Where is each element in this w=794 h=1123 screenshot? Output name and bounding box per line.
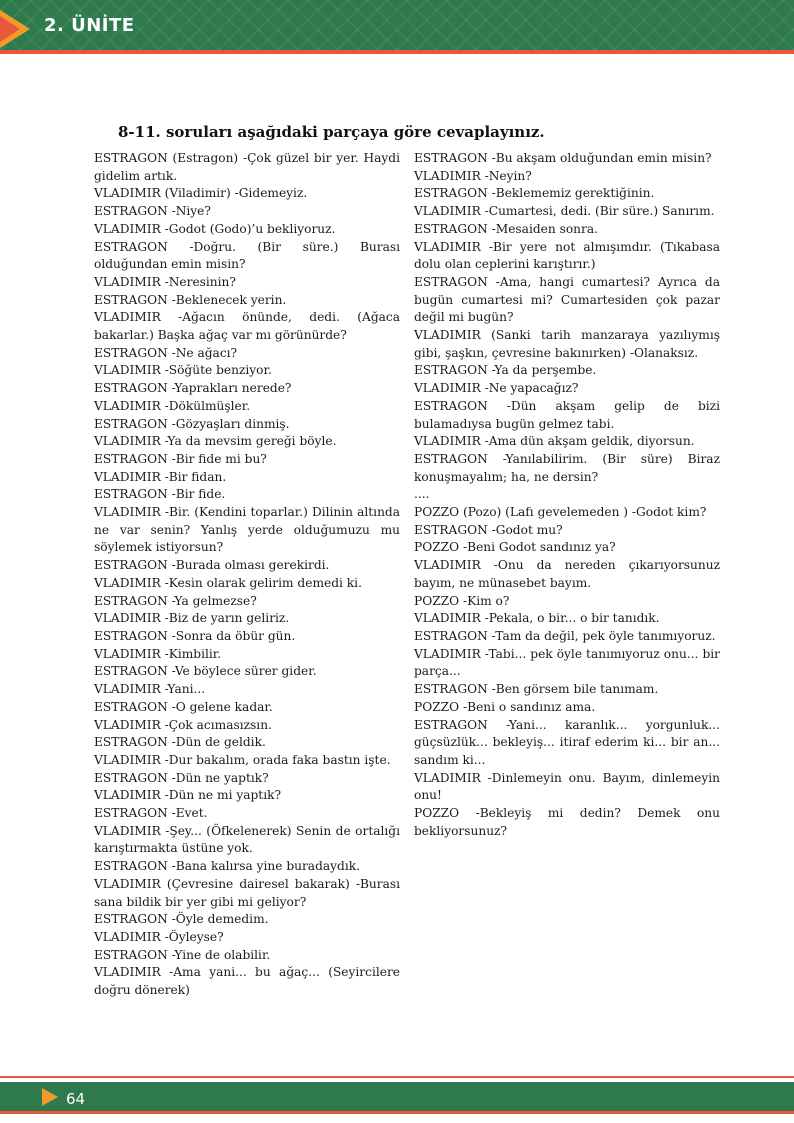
dialogue-line: VLADIMIR -Öyleyse? xyxy=(94,929,224,944)
dialogue-line: ESTRAGON -Doğru. (Bir süre.) Burası olduğundan emin misin? xyxy=(94,239,400,272)
dialogue-line: VLADIMIR -Ama dün akşam geldik, diyorsun. xyxy=(414,434,695,449)
dialogue-line: ESTRAGON -Yaprakları nerede? xyxy=(94,381,292,396)
dialogue-line: ESTRAGON -Dün ne yaptık? xyxy=(94,770,269,785)
dialogue-line: .... xyxy=(414,487,430,502)
dialogue-line: VLADIMIR -Pekala, o bir... o bir tanıdık. xyxy=(414,611,660,626)
dialogue-line: VLADIMIR -Ya da mevsim gereği böyle. xyxy=(94,434,337,449)
dialogue-line: ESTRAGON -Ya gelmezse? xyxy=(94,593,257,608)
dialogue-line: VLADIMIR -Çok acımasızsın. xyxy=(94,717,272,732)
dialogue-line: POZZO (Pozo) (Lafı gevelemeden ) -Godot kim? xyxy=(414,505,707,520)
dialogue-line: ESTRAGON -Bu akşam olduğundan emin misin? xyxy=(414,151,712,165)
dialogue-line: ESTRAGON -Godot mu? xyxy=(414,522,563,537)
dialogue-line: ESTRAGON -Bir fide. xyxy=(94,487,226,502)
dialogue-line: VLADIMIR -Bir. (Kendini toparlar.) Dilinin altında ne var senin? Yanlış yerde olduğumuzu mu söylemek istiyorsun? xyxy=(94,505,400,555)
dialogue-line: VLADIMIR -Şey... (Öfkelenerek) Senin de ortalığı karıştırmakta üstüne yok. xyxy=(94,823,400,856)
dialogue-line: VLADIMIR -Ağacın önünde, dedi. (Ağaca bakarlar.) Başka ağaç var mı görünürde? xyxy=(94,310,400,343)
footer-bar xyxy=(0,1082,794,1111)
footer-arrow-icon xyxy=(42,1088,58,1106)
dialogue-line: VLADIMIR -Kesin olarak gelirim demedi ki. xyxy=(94,575,362,590)
dialogue-line: ESTRAGON (Estragon) -Çok güzel bir yer. Haydi gidelim artık. xyxy=(94,151,400,183)
dialogue-line: VLADIMIR -Söğüte benziyor. xyxy=(94,363,272,378)
dialogue-line: VLADIMIR -Bir fidan. xyxy=(94,469,227,484)
dialogue-line: VLADIMIR -Ne yapacağız? xyxy=(414,381,579,396)
dialogue-line: ESTRAGON -Ne ağacı? xyxy=(94,345,238,360)
dialogue-line: VLADIMIR -Biz de yarın geliriz. xyxy=(94,611,290,626)
dialogue-line: ESTRAGON -Sonra da öbür gün. xyxy=(94,628,296,643)
dialogue-line: POZZO -Beni o sandınız ama. xyxy=(414,699,596,714)
dialogue-line: ESTRAGON -Yine de olabilir. xyxy=(94,947,271,962)
dialogue-line: ESTRAGON -Mesaiden sonra. xyxy=(414,221,598,236)
dialogue-line: ESTRAGON -Yanılabilirim. (Bir süre) Biraz konuşmayalım; ha, ne dersin? xyxy=(414,451,720,484)
dialogue-line: VLADIMIR -Godot (Godo)’u bekliyoruz. xyxy=(94,221,336,236)
dialogue-line: VLADIMIR (Çevresine dairesel bakarak) -Burası sana bildik bir yer gibi mi geliyor? xyxy=(94,876,400,909)
dialogue-line: ESTRAGON -O gelene kadar. xyxy=(94,699,273,714)
dialogue-line: VLADIMIR -Neresinin? xyxy=(94,274,236,289)
page-number: 64 xyxy=(66,1090,86,1108)
dialogue-line: VLADIMIR (Sanki tarih manzaraya yazılıymış gibi, şaşkın, çevresine bakınırken) -Olanaksız. xyxy=(414,328,720,360)
dialogue-line: ESTRAGON -Öyle demedim. xyxy=(94,912,269,927)
dialogue-line: ESTRAGON -Burada olması gerekirdi. xyxy=(94,558,330,573)
dialogue-left-column xyxy=(94,150,400,1000)
dialogue-line: VLADIMIR -Yani... xyxy=(94,682,206,697)
unit-title: 2. ÜNİTE xyxy=(44,15,135,36)
dialogue-line: ESTRAGON -Evet. xyxy=(94,806,208,821)
dialogue-line: VLADIMIR -Neyin? xyxy=(414,168,532,183)
dialogue-line: ESTRAGON -Ben görsem bile tanımam. xyxy=(414,682,659,697)
dialogue-line: POZZO -Bekleyiş mi dedin? Demek onu bekliyorsunuz? xyxy=(414,806,720,838)
dialogue-line: VLADIMIR -Tabi... pek öyle tanımıyoruz onu... bir parça... xyxy=(414,646,720,679)
dialogue-line: ESTRAGON -Beklenecek yerin. xyxy=(94,292,287,307)
dialogue-line: ESTRAGON -Ya da perşembe. xyxy=(414,363,597,378)
dialogue-line: VLADIMIR -Onu da nereden çıkarıyorsunuz bayım, ne münasebet bayım. xyxy=(414,558,720,590)
dialogue-line: ESTRAGON -Tam da değil, pek öyle tanımıyoruz. xyxy=(414,628,716,643)
dialogue-line: ESTRAGON -Niye? xyxy=(94,204,211,219)
dialogue-line: VLADIMIR -Cumartesi, dedi. (Bir süre.) Sanırım. xyxy=(414,204,715,219)
dialogue-line: POZZO -Beni Godot sandınız ya? xyxy=(414,540,616,555)
dialogue-line: VLADIMIR -Dinlemeyin onu. Bayım, dinlemeyin onu! xyxy=(414,770,720,803)
dialogue-line: VLADIMIR -Ama yani... bu ağaç... (Seyircilere doğru dönerek) xyxy=(94,965,400,998)
dialogue-line: VLADIMIR -Dur bakalım, orada faka bastın işte. xyxy=(94,752,391,767)
dialogue-line: VLADIMIR -Dün ne mi yaptık? xyxy=(94,788,282,803)
dialogue-line: VLADIMIR -Bir yere not almışımdır. (Tıkabasa dolu olan ceplerini karıştırır.) xyxy=(414,239,720,272)
dialogue-line: ESTRAGON -Beklememiz gerektiğinin. xyxy=(414,186,655,201)
question-title: 8-11. soruları aşağıdaki parçaya göre cevaplayınız. xyxy=(118,123,545,141)
header-divider xyxy=(0,50,794,54)
dialogue-line: ESTRAGON -Ama, hangi cumartesi? Ayrıca da bugün cumartesi mi? Cumartesiden çok pazar değil mi bugün? xyxy=(414,274,720,325)
dialogue-line: VLADIMIR (Viladimir) -Gidemeyiz. xyxy=(94,186,308,201)
dialogue-line: ESTRAGON -Yani... karanlık... yorgunluk... güçsüzlük... bekleyiş... itiraf ederim ki... bir an... sandım ki... xyxy=(414,717,720,767)
dialogue-line: ESTRAGON -Dün akşam gelip de bizi bulamadıysa bugün gelmez tabi. xyxy=(414,398,720,431)
footer-divider-top xyxy=(0,1076,794,1078)
footer-divider-bottom xyxy=(0,1111,794,1114)
dialogue-right-column xyxy=(414,150,720,840)
dialogue-line: ESTRAGON -Bana kalırsa yine buradaydık. xyxy=(94,859,360,874)
dialogue-line: POZZO -Kim o? xyxy=(414,593,510,608)
dialogue-line: VLADIMIR -Kimbilir. xyxy=(94,646,222,661)
dialogue-line: ESTRAGON -Dün de geldik. xyxy=(94,735,266,750)
dialogue-line: VLADIMIR -Dökülmüşler. xyxy=(94,398,251,413)
header-arrow-inner-icon xyxy=(0,16,20,42)
dialogue-line: ESTRAGON -Bir fide mi bu? xyxy=(94,451,267,466)
dialogue-line: ESTRAGON -Ve böylece sürer gider. xyxy=(94,664,317,679)
dialogue-line: ESTRAGON -Gözyaşları dinmiş. xyxy=(94,416,290,431)
